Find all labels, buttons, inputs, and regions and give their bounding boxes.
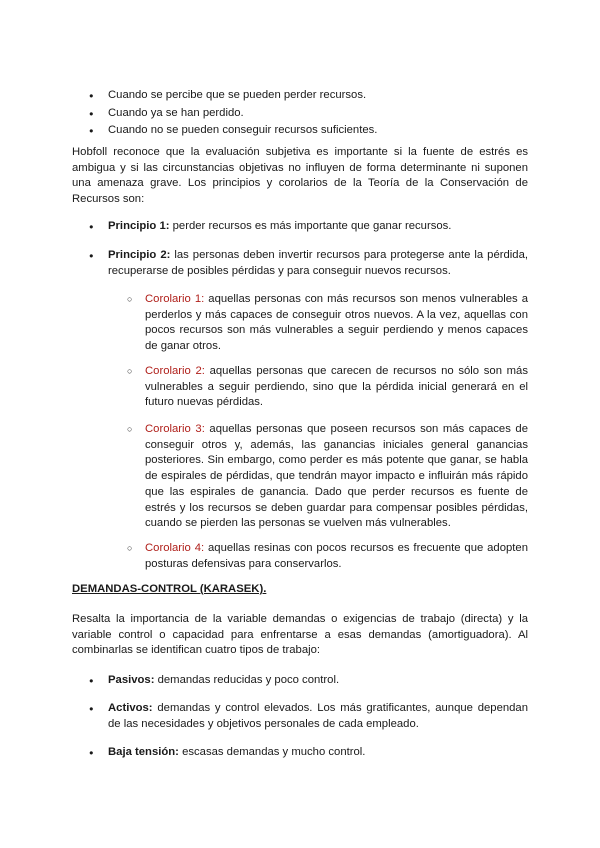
principle-text: perder recursos es más importante que ganar recursos. <box>169 220 452 232</box>
principle-label: Principio 2: <box>108 249 171 261</box>
work-type-text: demandas reducidas y poco control. <box>154 674 340 686</box>
work-type-text: escasas demandas y mucho control. <box>178 746 366 758</box>
work-type-baja-tension <box>89 745 528 761</box>
corollary-label: Corolario 3: <box>145 423 205 435</box>
corollary-text: aquellas personas que carecen de recursos no sólo son más vulnerables a seguir perdiendo, sino que la pérdida inicial generará en el futuro nuevas pérdidas. <box>145 365 528 409</box>
work-type-text: demandas y control elevados. Los más gratificantes, aunque dependan de las necesidades y objetivos personales de cada empleado. <box>108 702 528 730</box>
principle-2 <box>89 248 528 279</box>
corollary-text: aquellas personas que poseen recursos son más capaces de conseguir otros y, además, las ganancias iniciales general ganancias posteriores. Sin embargo, como perder es más potente que ganar, se habla de espirales de pérdidas, que tendrán mayor impacto e influirán más rápido que las espirales de ganancia. Dado que perder recursos es fuente de estrés y los recursos se deben guardar para compensar posibles pérdidas, cuando se pierden las personas se vuelven más vulnerables. <box>145 423 528 530</box>
corollary-label: Corolario 4: <box>145 542 205 554</box>
work-type-activos <box>89 701 528 732</box>
corollary-label: Corolario 1: <box>145 293 205 305</box>
corollary-3 <box>127 422 528 532</box>
work-type-label: Baja tensión: <box>108 746 179 758</box>
list-item: ● Cuando ya se han perdido. <box>89 105 529 123</box>
corollary-2 <box>127 364 528 411</box>
principle-label: Principio 1: <box>108 220 170 232</box>
corollary-text: aquellas personas con más recursos son menos vulnerables a perderlos y más capaces de conseguir otros nuevos. A la vez, aquellas con pocos recursos son más vulnerables a seguir perdiendo y menos capaces de ganar otros. <box>145 293 528 353</box>
principle-text: las personas deben invertir recursos para protegerse ante la pérdida, recuperarse de posibles pérdidas y para conseguir nuevos recursos. <box>108 249 529 277</box>
intro-paragraph: Hobfoll reconoce que la evaluación subjetiva es importante si la fuente de estrés es ambigua y si las circunstancias objetivas no influyen de forma determinante ni suponen una amenaza grave. Los principios y corolarios de la Teoría de la Conservación de Recursos son: <box>72 146 528 206</box>
principle-1 <box>89 219 528 235</box>
work-type-label: Activos: <box>108 702 153 714</box>
corollary-label: Corolario 2: <box>145 365 205 377</box>
work-type-label: Pasivos: <box>108 674 155 686</box>
corollary-1 <box>127 292 528 355</box>
section-paragraph: Resalta la importancia de la variable demandas o exigencias de trabajo (directa) y la variable control o capacidad para enfrentarse a esas demandas (amortiguadora). Al combinarlas se identifican cuatro tipos de trabajo: <box>72 613 528 657</box>
top-bullet-list <box>89 87 529 140</box>
list-item: ● Cuando se percibe que se pueden perder recursos. <box>89 87 529 105</box>
corollary-4 <box>127 541 528 572</box>
section-heading: DEMANDAS-CONTROL (KARASEK). <box>72 583 267 595</box>
work-type-pasivos <box>89 673 528 689</box>
corollary-text: aquellas resinas con pocos recursos es frecuente que adopten posturas defensivas para conservarlos. <box>145 542 528 570</box>
list-item: ● Cuando no se pueden conseguir recursos suficientes. <box>89 122 529 140</box>
